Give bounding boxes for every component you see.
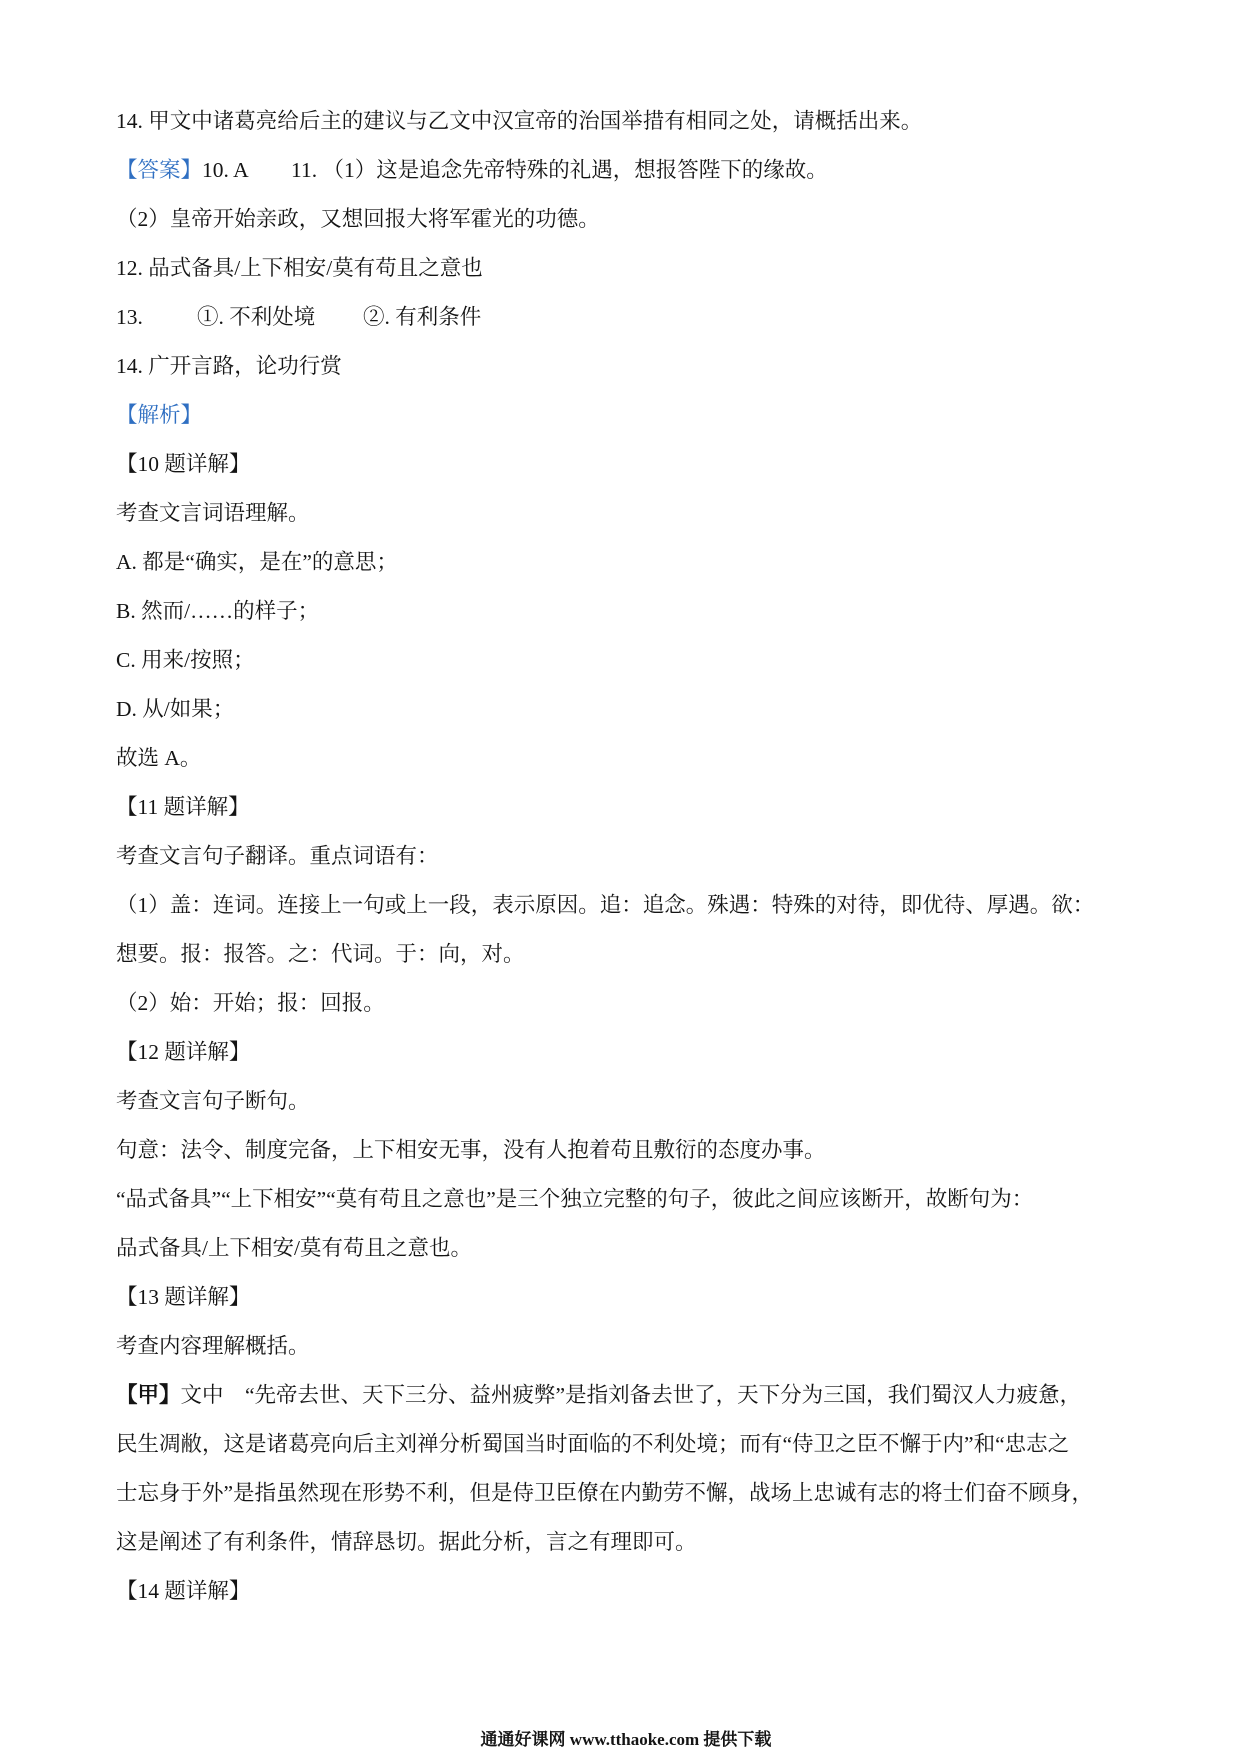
q13-heading: 【13 题详解】 [116, 1285, 251, 1309]
answer-q11-part1: 11. （1）这是追念先帝特殊的礼遇，想报答陛下的缘故。 [291, 158, 828, 182]
q12-line: “品式备具”“上下相安”“莫有苟且之意也”是三个独立完整的句子，彼此之间应该断开，故断句为： [116, 1187, 1034, 1211]
q10-heading: 【10 题详解】 [116, 452, 251, 476]
q12-line: 考查文言句子断句。 [116, 1089, 310, 1113]
page-content [116, 97, 1216, 1616]
q13-intro: 考查内容理解概括。 [116, 1334, 310, 1358]
q10-line: A. 都是“确实，是在”的意思； [116, 550, 398, 574]
answer-q13-item1: ①. 不利处境 [197, 305, 316, 329]
q13-line: 士忘身于外”是指虽然现在形势不利，但是侍卫臣僚在内勤劳不懈，战场上忠诚有志的将士们奋不顾身， [116, 1481, 1094, 1505]
answer-q13-item2: ②. 有利条件 [363, 305, 482, 329]
q11-line: 考查文言句子翻译。重点词语有： [116, 844, 439, 868]
answer-q13-number: 13. [116, 305, 143, 329]
q13-line-text: 文中 “先帝去世、天下三分、益州疲弊”是指刘备去世了，天下分为三国，我们蜀汉人力疲惫， [180, 1383, 1082, 1407]
q11-line: （1）盖：连词。连接上一句或上一段，表示原因。追：追念。殊遇：特殊的对待，即优待、厚遇。欲： [116, 893, 1095, 917]
q11-line: 想要。报：报答。之：代词。于：向，对。 [116, 942, 525, 966]
q10-line: D. 从/如果； [116, 697, 235, 721]
q12-line: 句意：法令、制度完备，上下相安无事，没有人抱着苟且敷衍的态度办事。 [116, 1138, 826, 1162]
q13-marker: 【甲】 [116, 1383, 181, 1407]
q12-heading: 【12 题详解】 [116, 1040, 251, 1064]
q14-heading: 【14 题详解】 [116, 1579, 251, 1603]
answer-q10: 10. A [202, 158, 249, 182]
question-14: 14. 甲文中诸葛亮给后主的建议与乙文中汉宣帝的治国举措有相同之处，请概括出来。 [116, 109, 923, 133]
q10-line: 考查文言词语理解。 [116, 501, 310, 525]
answer-q13-line [116, 293, 1216, 342]
q10-line: B. 然而/……的样子； [116, 599, 320, 623]
answer-q11-part2: （2）皇帝开始亲政，又想回报大将军霍光的功德。 [116, 207, 600, 231]
answer-line [116, 146, 1216, 195]
answer-q12: 12. 品式备具/上下相安/莫有苟且之意也 [116, 256, 483, 280]
q12-line: 品式备具/上下相安/莫有苟且之意也。 [116, 1236, 472, 1260]
q11-line: （2）始：开始；报：回报。 [116, 991, 385, 1015]
q13-line: 这是阐述了有利条件，情辞恳切。据此分析，言之有理即可。 [116, 1530, 697, 1554]
page-footer: 通通好课网 www.tthaoke.com 提供下载 [480, 1730, 772, 1749]
analysis-label: 【解析】 [116, 403, 203, 427]
answer-q14: 14. 广开言路，论功行赏 [116, 354, 342, 378]
q13-line: 民生凋敝，这是诸葛亮向后主刘禅分析蜀国当时面临的不利处境；而有“侍卫之臣不懈于内”和“忠志之 [116, 1432, 1070, 1456]
q10-line: C. 用来/按照； [116, 648, 255, 672]
answer-label: 【答案】 [116, 158, 203, 182]
q11-heading: 【11 题详解】 [116, 795, 250, 819]
q10-line: 故选 A。 [116, 746, 202, 770]
q13-line-first [116, 1371, 1216, 1420]
